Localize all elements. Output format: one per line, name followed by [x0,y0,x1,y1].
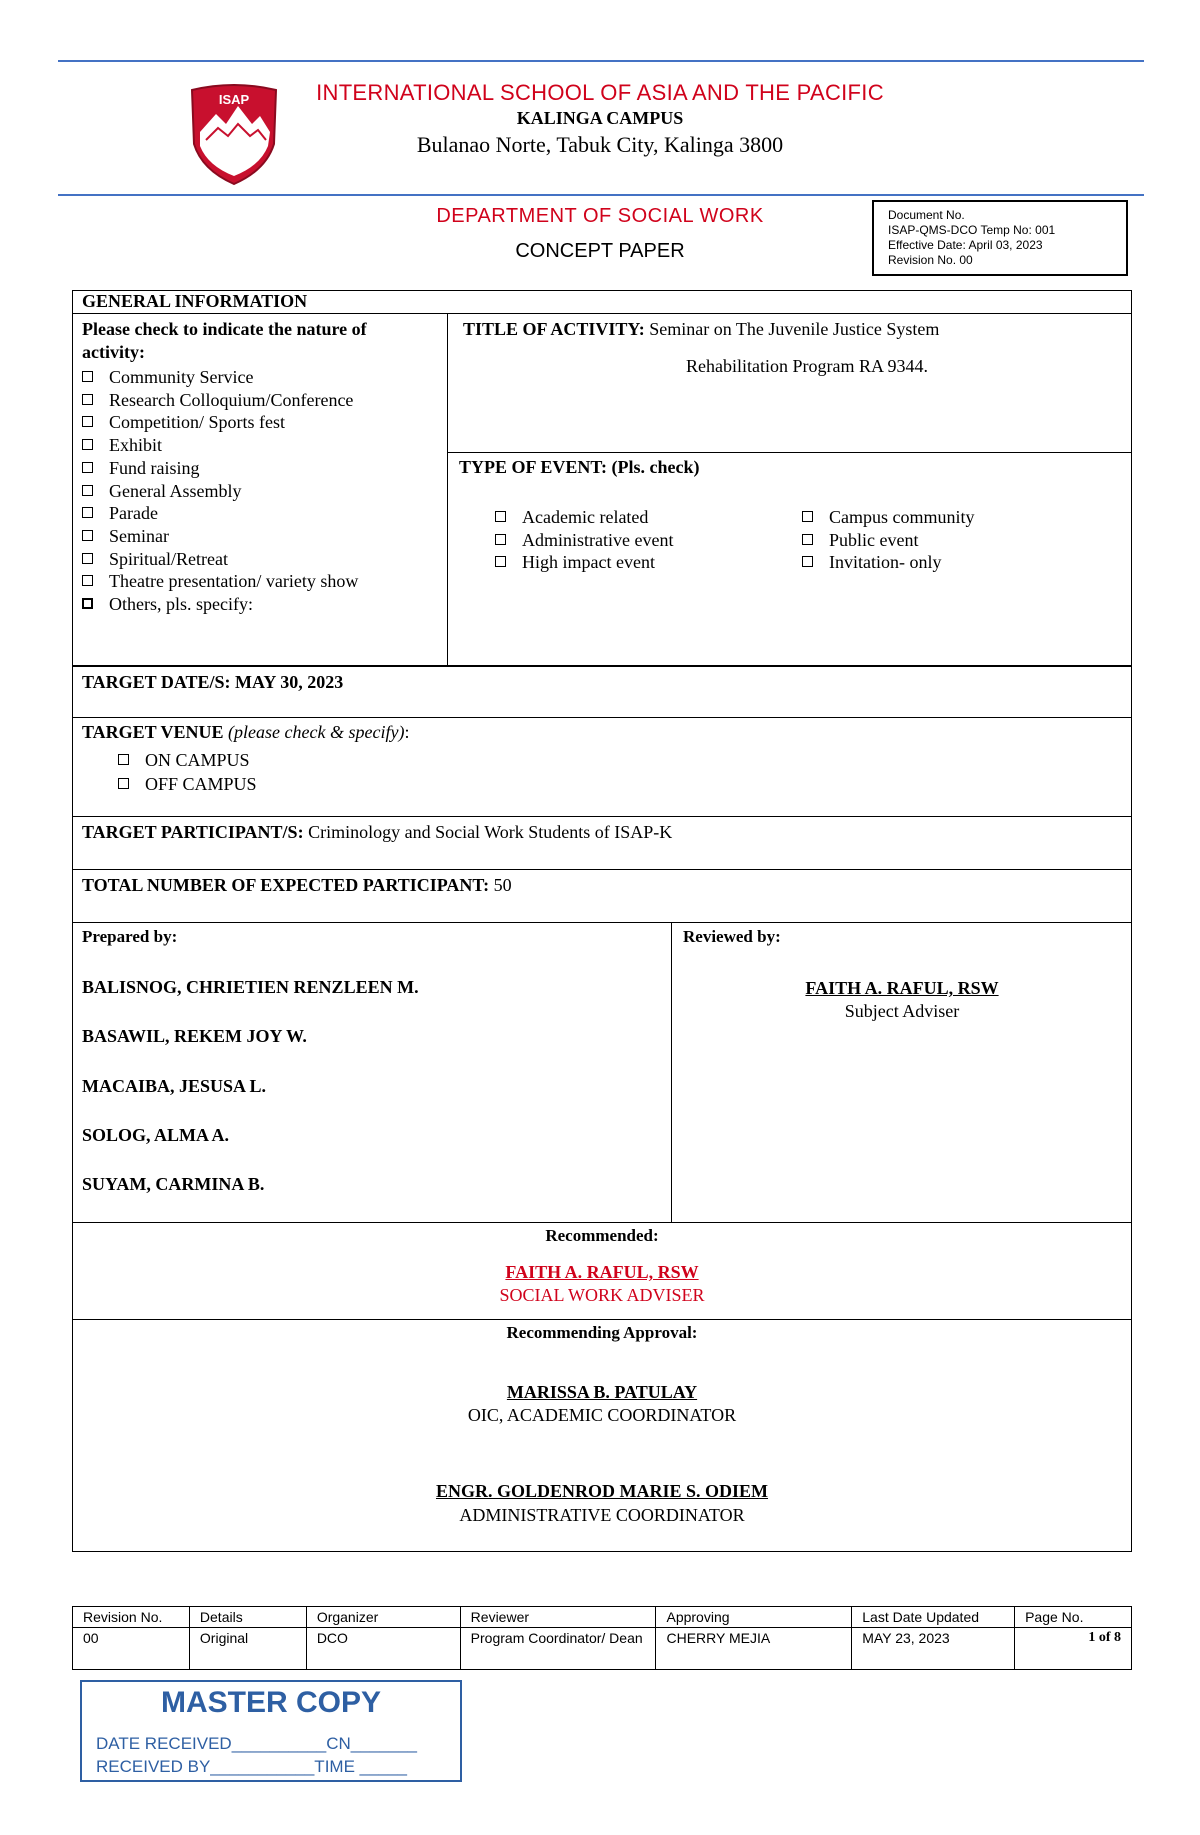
checkbox[interactable] [82,485,93,496]
revision-table [72,1606,1132,1670]
list-item[interactable]: Theatre presentation/ variety show [82,570,358,593]
checkbox[interactable] [802,534,813,545]
divider [72,313,1132,314]
checkbox[interactable] [82,530,93,541]
checkbox[interactable] [802,511,813,522]
venue-note: (please check & specify) [228,722,405,742]
stamp-received-by: RECEIVED BY___________TIME _____ [96,1757,407,1776]
list-item[interactable]: Invitation- only [802,551,975,574]
divider [72,1319,1132,1320]
checkbox[interactable] [82,598,93,609]
list-item[interactable]: ON CAMPUS [118,748,257,772]
checkbox[interactable] [82,553,93,564]
document-title: CONCEPT PAPER [515,240,685,262]
checkbox[interactable] [802,556,813,567]
stamp-date-received: DATE RECEIVED__________CN_______ [96,1734,417,1753]
checkbox[interactable] [118,754,129,765]
school-logo [186,84,282,186]
event-type-left-list [495,506,673,574]
title-of-activity [463,319,939,340]
list-item[interactable]: Research Colloquium/Conference [82,389,358,412]
preparer-name: SOLOG, ALMA A. [82,1125,230,1145]
approver2-name: ENGR. GOLDENROD MARIE S. ODIEM [435,1481,769,1501]
target-date: TARGET DATE/S: MAY 30, 2023 [82,672,344,692]
column-header: Organizer [306,1607,460,1628]
school-name: INTERNATIONAL SCHOOL OF ASIA AND THE PACIFIC [316,80,884,105]
nature-of-activity-list [82,366,358,616]
nature-prompt: Please check to indicate the nature of [82,319,367,339]
column-header: Details [189,1607,306,1628]
divider [447,452,1132,453]
list-item[interactable]: Fund raising [82,457,358,480]
checkbox[interactable] [82,462,93,473]
list-item[interactable]: Competition/ Sports fest [82,411,358,434]
divider [72,869,1132,870]
event-type-label: TYPE OF EVENT: (Pls. check) [459,457,700,477]
approver2-title: ADMINISTRATIVE COORDINATOR [459,1505,745,1525]
recommending-approval-label: Recommending Approval: [506,1323,698,1342]
list-item[interactable]: General Assembly [82,480,358,503]
document-info-box [872,200,1128,276]
column-header: Revision No. [73,1607,190,1628]
recommended-label: Recommended: [545,1226,659,1245]
recommender-title: SOCIAL WORK ADVISER [499,1285,705,1305]
column-header: Page No. [1015,1607,1132,1628]
list-item[interactable]: OFF CAMPUS [118,772,257,796]
general-information-heading: GENERAL INFORMATION [82,291,308,311]
total-participants [82,875,512,896]
list-item[interactable]: Exhibit [82,434,358,457]
list-item[interactable]: Seminar [82,525,358,548]
column-header: Approving [656,1607,852,1628]
page-number: 1 of 8 [1015,1628,1132,1670]
participants-label: TARGET PARTICIPANT/S: [82,822,304,842]
divider [671,922,672,1222]
checkbox[interactable] [495,534,506,545]
checkbox[interactable] [82,416,93,427]
reviewer-name: FAITH A. RAFUL, RSW [805,978,999,998]
participants-value: Criminology and Social Work Students of ISAP-K [308,822,673,842]
doc-revision-number: Revision No. 00 [888,253,973,267]
preparer-name: BASAWIL, REKEM JOY W. [82,1026,307,1046]
title-value: Seminar on The Juvenile Justice System [649,319,940,339]
checkbox[interactable] [82,575,93,586]
list-item[interactable]: Public event [802,529,975,552]
target-venue: TARGET VENUE (please check & specify): [82,722,410,742]
target-participants [82,822,672,843]
venue-options [118,748,257,796]
list-item[interactable]: Others, pls. specify: [82,593,358,616]
table-row [73,1628,1132,1670]
list-item[interactable]: Parade [82,502,358,525]
doc-template-number: ISAP-QMS-DCO Temp No: 001 [888,223,1056,237]
venue-label: TARGET VENUE [82,722,224,742]
total-value: 50 [493,875,512,895]
doc-number-label: Document No. [888,208,965,222]
divider [72,717,1132,718]
list-item[interactable]: Spiritual/Retreat [82,548,358,571]
checkbox[interactable] [495,556,506,567]
nature-prompt-2: activity: [82,342,145,362]
top-rule [58,60,1144,62]
list-item[interactable]: Community Service [82,366,358,389]
approver1-name: MARISSA B. PATULAY [506,1382,698,1402]
preparer-name: MACAIBA, JESUSA L. [82,1076,267,1096]
campus-address: Bulanao Norte, Tabuk City, Kalinga 3800 [416,132,784,157]
header-bottom-rule [58,194,1144,196]
reviewer-title: Subject Adviser [844,1001,960,1021]
title-value-line2: Rehabilitation Program RA 9344. [686,356,928,376]
list-item[interactable]: Administrative event [495,529,673,552]
divider [72,816,1132,817]
preparer-name: SUYAM, CARMINA B. [82,1174,265,1194]
checkbox[interactable] [82,371,93,382]
doc-effective-date: Effective Date: April 03, 2023 [888,238,1043,252]
event-type-right-list [802,506,975,574]
divider [72,665,1132,667]
title-label: TITLE OF ACTIVITY: [463,319,645,339]
checkbox[interactable] [82,507,93,518]
table-cell: CHERRY MEJIA [656,1628,852,1670]
list-item[interactable]: Academic related [495,506,673,529]
table-cell: Program Coordinator/ Dean [460,1628,656,1670]
divider [447,313,448,665]
preparer-name: BALISNOG, CHRIETIEN RENZLEEN M. [82,977,419,997]
column-header: Last Date Updated [852,1607,1015,1628]
table-cell: 00 [73,1628,190,1670]
prepared-by-label: Prepared by: [82,927,178,946]
approver1-title: OIC, ACADEMIC COORDINATOR [467,1405,737,1425]
recommender-name: FAITH A. RAFUL, RSW [505,1262,699,1282]
divider [72,922,1132,923]
divider [72,1222,1132,1223]
checkbox[interactable] [495,511,506,522]
logo-text: ISAP [218,92,250,107]
checkbox[interactable] [118,778,129,789]
total-label: TOTAL NUMBER OF EXPECTED PARTICIPANT: [82,875,490,895]
column-header: Reviewer [460,1607,656,1628]
master-copy-stamp [80,1680,462,1782]
checkbox[interactable] [82,394,93,405]
table-header-row [73,1607,1132,1628]
table-cell: MAY 23, 2023 [852,1628,1015,1670]
campus-name: KALINGA CAMPUS [516,108,684,128]
stamp-title: MASTER COPY [160,1686,382,1719]
table-cell: Original [189,1628,306,1670]
checkbox[interactable] [82,439,93,450]
department-title: DEPARTMENT OF SOCIAL WORK [436,205,764,227]
table-cell: DCO [306,1628,460,1670]
list-item[interactable]: High impact event [495,551,673,574]
reviewed-by-label: Reviewed by: [683,927,781,946]
list-item[interactable]: Campus community [802,506,975,529]
